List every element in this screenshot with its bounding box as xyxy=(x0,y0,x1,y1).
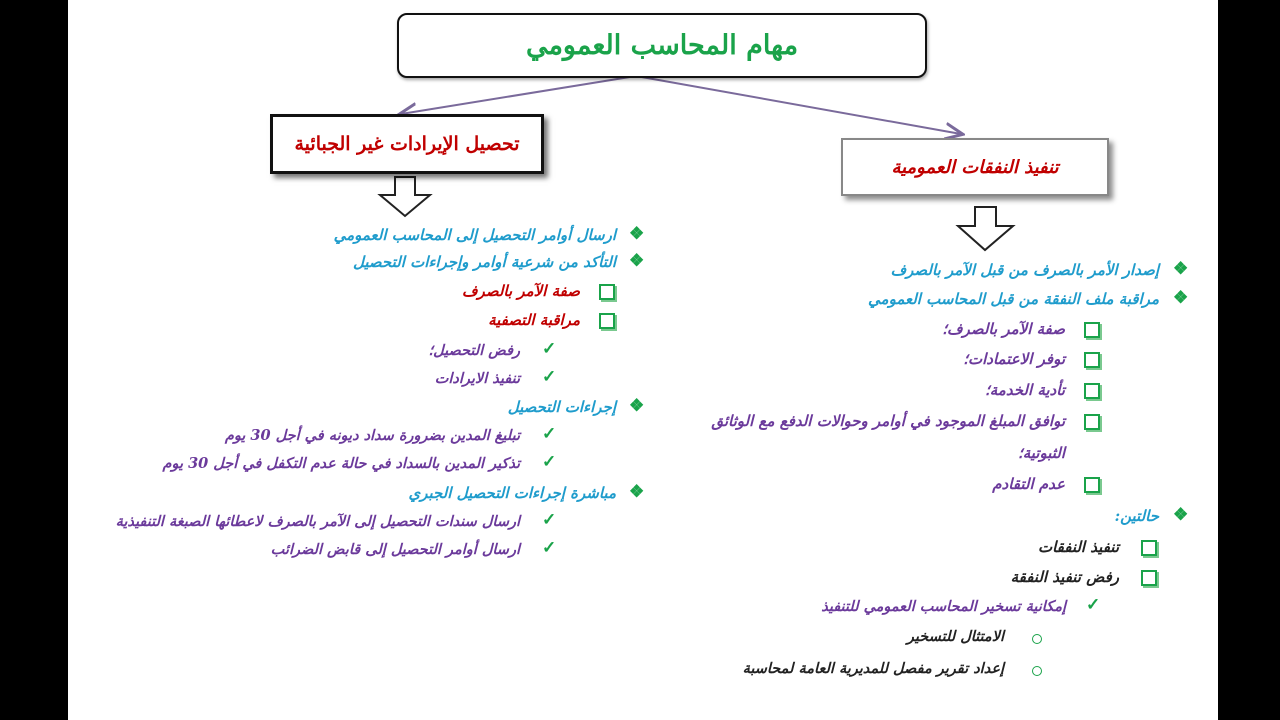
slide-canvas xyxy=(68,0,1218,720)
diamond-bullet-icon: ❖ xyxy=(1173,288,1189,308)
connector-left xyxy=(401,76,636,114)
check-bullet-icon: ✓ xyxy=(542,510,557,530)
diamond-bullet-icon: ❖ xyxy=(629,224,645,244)
right-item-9: تنفيذ النفقات xyxy=(1037,538,1119,556)
check-bullet-icon: ✓ xyxy=(542,452,557,472)
check-bullet-icon: ✓ xyxy=(542,367,557,387)
square-bullet-icon xyxy=(1084,322,1100,338)
right-item-4: توفر الاعتمادات؛ xyxy=(963,350,1065,368)
diamond-bullet-icon: ❖ xyxy=(629,396,645,416)
left-item-6: تنفيذ الايرادات xyxy=(434,370,520,387)
diamond-bullet-icon: ❖ xyxy=(1173,505,1189,525)
right-item-1: إصدار الأمر بالصرف من قبل الآمر بالصرف xyxy=(890,261,1159,279)
left-branch-box: تحصيل الإيرادات غير الجبائية xyxy=(270,114,544,174)
right-branch-box: تنفيذ النفقات العمومية xyxy=(841,138,1109,196)
left-item-4: مراقبة التصفية xyxy=(488,311,580,329)
left-item-5: رفض التحصيل؛ xyxy=(428,342,520,359)
connector-right xyxy=(636,76,961,134)
left-item-1: ارسال أوامر التحصيل إلى المحاسب العمومي xyxy=(333,226,616,244)
right-item-2: مراقبة ملف النفقة من قبل المحاسب العمومي xyxy=(868,290,1159,308)
check-bullet-icon: ✓ xyxy=(1086,595,1101,615)
right-item-3: صفة الآمر بالصرف؛ xyxy=(942,320,1065,338)
circle-bullet-icon xyxy=(1032,634,1042,644)
diamond-bullet-icon: ❖ xyxy=(629,482,645,502)
right-item-7: عدم التقادم xyxy=(992,475,1065,493)
square-bullet-icon xyxy=(1084,477,1100,493)
left-item-12: ارسال أوامر التحصيل إلى قابض الضرائب xyxy=(270,541,520,558)
circle-bullet-icon xyxy=(1032,666,1042,676)
left-item-11: ارسال سندات التحصيل إلى الآمر بالصرف لاعطائها الصبغة التنفيذية xyxy=(115,513,520,530)
diamond-bullet-icon: ❖ xyxy=(1173,259,1189,279)
right-item-6: توافق المبلغ الموجود في أوامر وحوالات الدفع مع الوثائق xyxy=(711,412,1065,430)
right-item-8: حالتين: xyxy=(1114,507,1159,525)
square-bullet-icon xyxy=(1084,352,1100,368)
left-item-3: صفة الآمر بالصرف xyxy=(462,282,580,300)
right-item-10: رفض تنفيذ النفقة xyxy=(1010,568,1119,586)
square-bullet-icon xyxy=(1141,570,1157,586)
left-item-9: تذكير المدين بالسداد في حالة عدم التكفل في أجل 30 يوم xyxy=(162,455,520,472)
square-bullet-icon xyxy=(1141,540,1157,556)
diagram-title: مهام المحاسب العمومي xyxy=(397,13,927,78)
right-item-5: تأدية الخدمة؛ xyxy=(984,381,1065,399)
left-item-8: تبليغ المدين بضرورة سداد ديونه في أجل 30 يوم xyxy=(224,427,520,444)
diamond-bullet-icon: ❖ xyxy=(629,251,645,271)
check-bullet-icon: ✓ xyxy=(542,424,557,444)
square-bullet-icon xyxy=(1084,383,1100,399)
right-item-6-cont: الثبوتية؛ xyxy=(1017,444,1065,462)
left-item-10: مباشرة إجراءات التحصيل الجبري xyxy=(408,484,616,502)
square-bullet-icon xyxy=(1084,414,1100,430)
square-bullet-icon xyxy=(599,284,615,300)
down-arrow-right-icon xyxy=(958,207,1013,250)
right-item-11: إمكانية تسخير المحاسب العمومي للتنفيذ xyxy=(821,598,1066,615)
square-bullet-icon xyxy=(599,313,615,329)
left-item-2: التأكد من شرعية أوامر وإجراءات التحصيل xyxy=(353,253,616,271)
right-item-13: إعداد تقرير مفصل للمديرية العامة لمحاسبة xyxy=(742,660,1004,677)
right-item-12: الامتثال للتسخير xyxy=(906,628,1004,645)
check-bullet-icon: ✓ xyxy=(542,339,557,359)
left-item-7: إجراءات التحصيل xyxy=(507,398,616,416)
check-bullet-icon: ✓ xyxy=(542,538,557,558)
down-arrow-left-icon xyxy=(380,177,430,216)
